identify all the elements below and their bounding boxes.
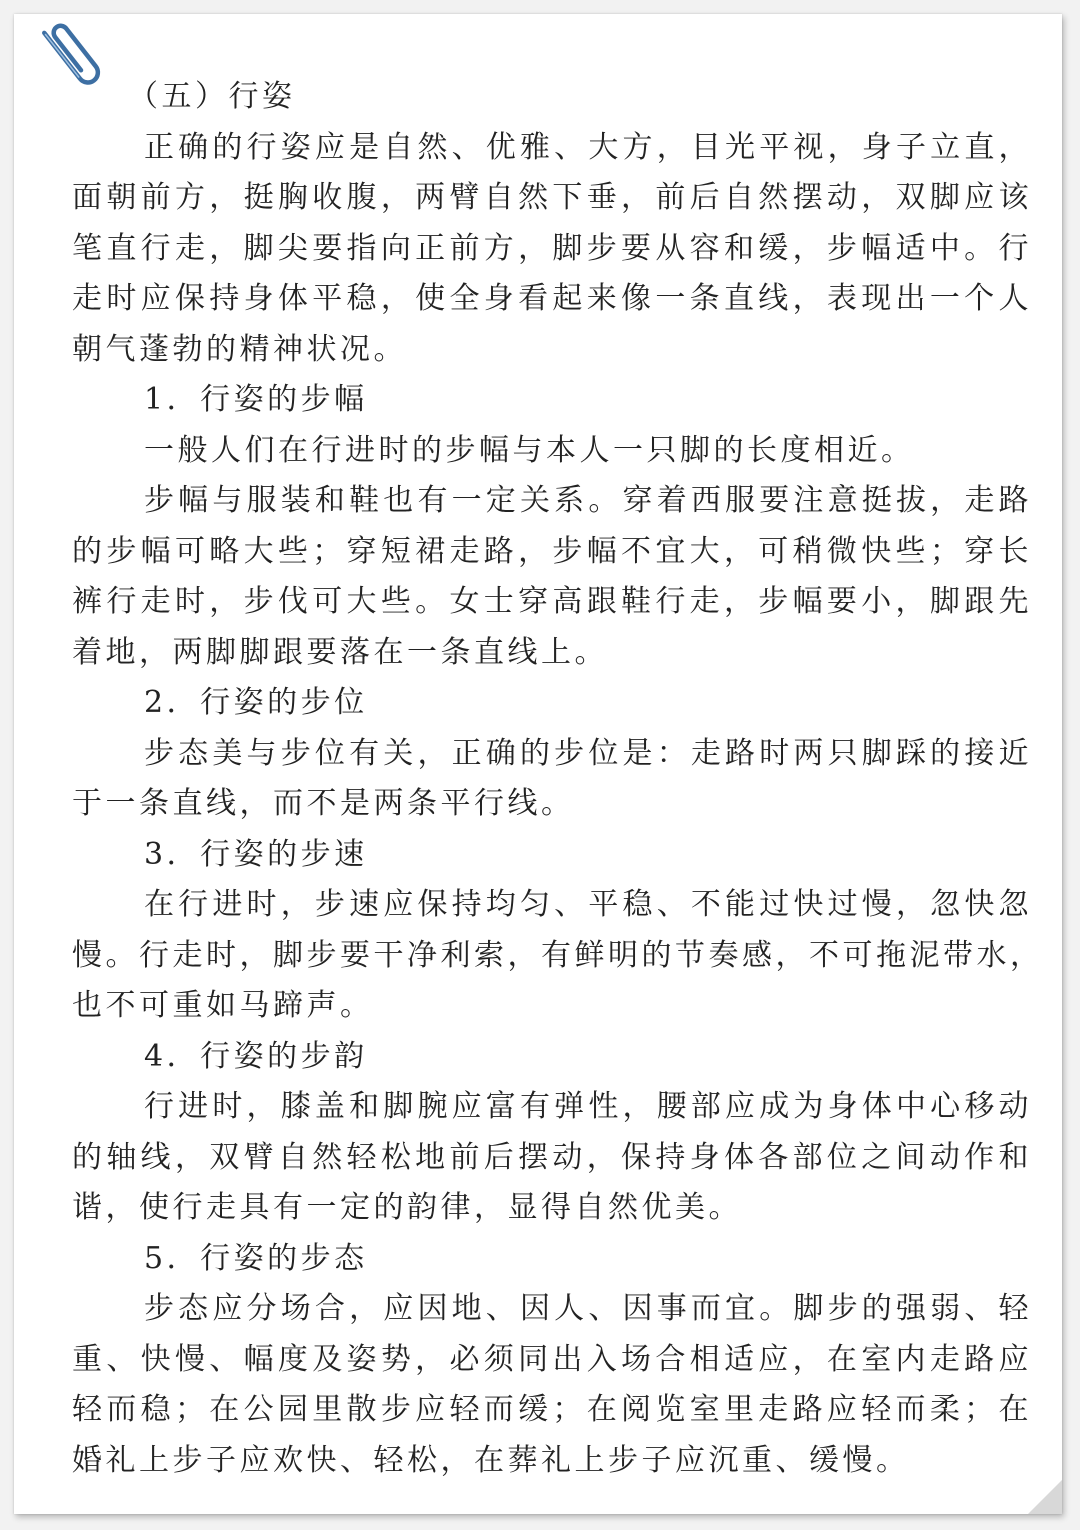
- text-line: 正确的行姿应是自然、优雅、大方，目光平视，身子立直，: [144, 129, 1032, 165]
- text-line: 着地，两脚脚跟要落在一条直线上。: [72, 634, 608, 670]
- text-line: 裤行走时，步伐可大些。女士穿高跟鞋行走，步幅要小，脚跟先: [72, 584, 1032, 619]
- section-heading: 1．行姿的步幅: [144, 382, 368, 417]
- text-line: 轻而稳；在公园里散步应轻而缓；在阅览室里走路应轻而柔；在: [72, 1392, 1032, 1427]
- text-line: 的步幅可略大些；穿短裙走路，步幅不宜大，可稍微快些；穿长: [72, 533, 1032, 569]
- document-body: [72, 72, 1044, 1486]
- text-line: 步态应分场合，应因地、因人、因事而宜。脚步的强弱、轻: [144, 1291, 1032, 1326]
- text-line: 于一条直线，而不是两条平行线。: [72, 786, 575, 821]
- document-page: [14, 14, 1062, 1514]
- text-line: 行进时，膝盖和脚腕应富有弹性，腰部应成为身体中心移动: [144, 1089, 1032, 1124]
- text-line: 一般人们在行进时的步幅与本人一只脚的长度相近。: [144, 432, 915, 468]
- text-line: 步态美与步位有关，正确的步位是：走路时两只脚踩的接近: [144, 735, 1032, 771]
- section-heading: 2．行姿的步位: [144, 685, 368, 720]
- text-line: 步幅与服装和鞋也有一定关系。穿着西服要注意挺拔，走路: [144, 483, 1032, 518]
- section-heading: 4．行姿的步韵: [144, 1038, 368, 1074]
- text-line: 朝气蓬勃的精神状况。: [72, 331, 407, 367]
- text-line: 笔直行走，脚尖要指向正前方，脚步要从容和缓，步幅适中。行: [72, 230, 1032, 266]
- text-line: 在行进时，步速应保持均匀、平稳、不能过快过慢，忽快忽: [144, 887, 1032, 922]
- text-line: 的轴线，双臂自然轻松地前后摆动，保持身体各部位之间动作和: [72, 1139, 1032, 1175]
- section-heading: 5．行姿的步态: [144, 1240, 368, 1276]
- text-line: 面朝前方，挺胸收腹，两臂自然下垂，前后自然摆动，双脚应该: [72, 180, 1032, 215]
- section-heading: 3．行姿的步速: [144, 836, 368, 872]
- text-line: 走时应保持身体平稳，使全身看起来像一条直线，表现出一个人: [72, 281, 1032, 316]
- text-line: 也不可重如马蹄声。: [72, 988, 374, 1023]
- text-line: 婚礼上步子应欢快、轻松，在葬礼上步子应沉重、缓慢。: [72, 1442, 910, 1478]
- section-heading: （五）行姿: [128, 79, 296, 114]
- text-line: 慢。行走时，脚步要干净利索，有鲜明的节奏感，不可拖泥带水，: [72, 937, 1044, 973]
- text-line: 谐，使行走具有一定的韵律，显得自然优美。: [72, 1190, 742, 1225]
- text-line: 重、快慢、幅度及姿势，必须同出入场合相适应，在室内走路应: [72, 1341, 1032, 1377]
- page-curl: [1028, 1480, 1062, 1514]
